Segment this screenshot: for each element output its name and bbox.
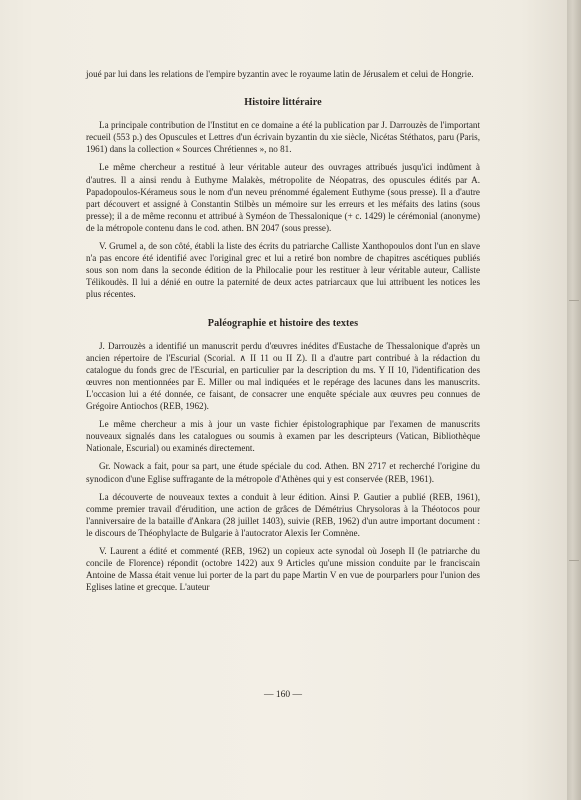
paragraph: La principale contribution de l'Institut en ce domaine a été la publication par J. Darrouzès de l'important recueil (553 p.) des Opuscules et Lettres d'un écrivain byzantin du xie siècle, Nicétas Stéthatos, paru (Paris, 1961) dans la collection « Sources Chrétiennes », no 81.: [86, 120, 480, 155]
intro-paragraph: joué par lui dans les relations de l'empire byzantin avec le royaume latin de Jérusalem et celui de Hongrie.: [86, 69, 474, 79]
page-number: — 160 —: [264, 690, 302, 700]
paragraph: Le même chercheur a mis à jour un vaste fichier épistolographique par l'examen de manuscrits nouveaux signalés dans les catalogues ou soumis à examen par les descripteurs (Vatican, Bibliothèque Nationale, Escurial) ou examinés directement.: [86, 419, 480, 454]
paragraph: J. Darrouzès a identifié un manuscrit perdu d'œuvres inédites d'Eustache de Thessalonique d'après un ancien répertoire de l'Escurial (Scorial. ∧ II 11 ou II Z). Il a d'autre part contribué à la rédaction du catalogue du fonds grec de l'Escurial, en particulier par la description du ms. Y II 10, l'identification des œuvres non mentionnées par E. Miller ou mal indiquées et le repérage des lacunes dans les manuscrits. L'occasion lui a été donnée, ce faisant, de consacrer une enquête spéciale aux œuvres peu connues de Grégoire Antiochos (REB, 1962).: [86, 340, 480, 412]
paragraph: Gr. Nowack a fait, pour sa part, une étude spéciale du cod. Athen. BN 2717 et recherché l'origine du synodicon d'une Eglise suffragante de la métropole d'Athènes qui y est conservée (REB, 1961).: [86, 461, 480, 484]
paragraph: V. Grumel a, de son côté, établi la liste des écrits du patriarche Calliste Xanthopoulos dont l'un en slave n'a pas encore été identifié avec l'original grec et lui a retiré bon nombre de chapitres ascétiques publiés sous son nom dans la seconde édition de la Philocalie pour les restituer à leur véritable auteur, Calliste Télikoudès. Il lui a dénié en outre la paternité de deux actes patriarcaux que lui attribuent les notices les plus récentes.: [86, 241, 480, 300]
edge-line: [569, 560, 579, 561]
paragraph: V. Laurent a édité et commenté (REB, 1962) un copieux acte synodal où Joseph II (le patriarche du concile de Florence) répondit (octobre 1422) aux 9 Articles qu'une mission conduite par le franciscain Antoine de Massa était venue lui porter de la part du pape Martin V en vue de pourparlers pour l'union des Eglises latine et grecque. L'auteur: [86, 546, 480, 593]
section-heading-histoire-litteraire: Histoire littéraire: [244, 97, 322, 109]
paragraph: Le même chercheur a restitué à leur véritable auteur des ouvrages attribués jusqu'ici indûment à d'autres. Il a ainsi rendu à Euthyme Malakès, métropolite de Néopatras, des opuscules édités par A. Papadopoulos-Kérameus sous le nom d'un neveu prénommé également Euthyme (sous presse). Il a d'autre part découvert et assigné à Constantin Stilbès un mémoire sur les erreurs et les méfaits des latins (sous presse); il a de même reconnu et attribué à Syméon de Thessalonique (+ c. 1429) le cérémonial (anonyme) de la métropole contenu dans le cod. athen. BN 2047 (sous presse).: [86, 162, 480, 233]
page-stack-edge: [567, 0, 581, 800]
section-heading-paleographie: Paléographie et histoire des textes: [207, 317, 359, 329]
page-content: [86, 68, 480, 593]
paragraph: La découverte de nouveaux textes a conduit à leur édition. Ainsi P. Gautier a publié (REB, 1961), comme premier travail d'érudition, une action de grâces de Démétrius Chrysoloras à la Théotocos pour l'anniversaire de la bataille d'Ankara (28 juillet 1403), suivie (REB, 1962) d'un autre important document : le discours de Théophylacte de Bulgarie à l'autocrator Alexis Ier Comnène.: [86, 491, 480, 538]
edge-line: [569, 300, 579, 301]
